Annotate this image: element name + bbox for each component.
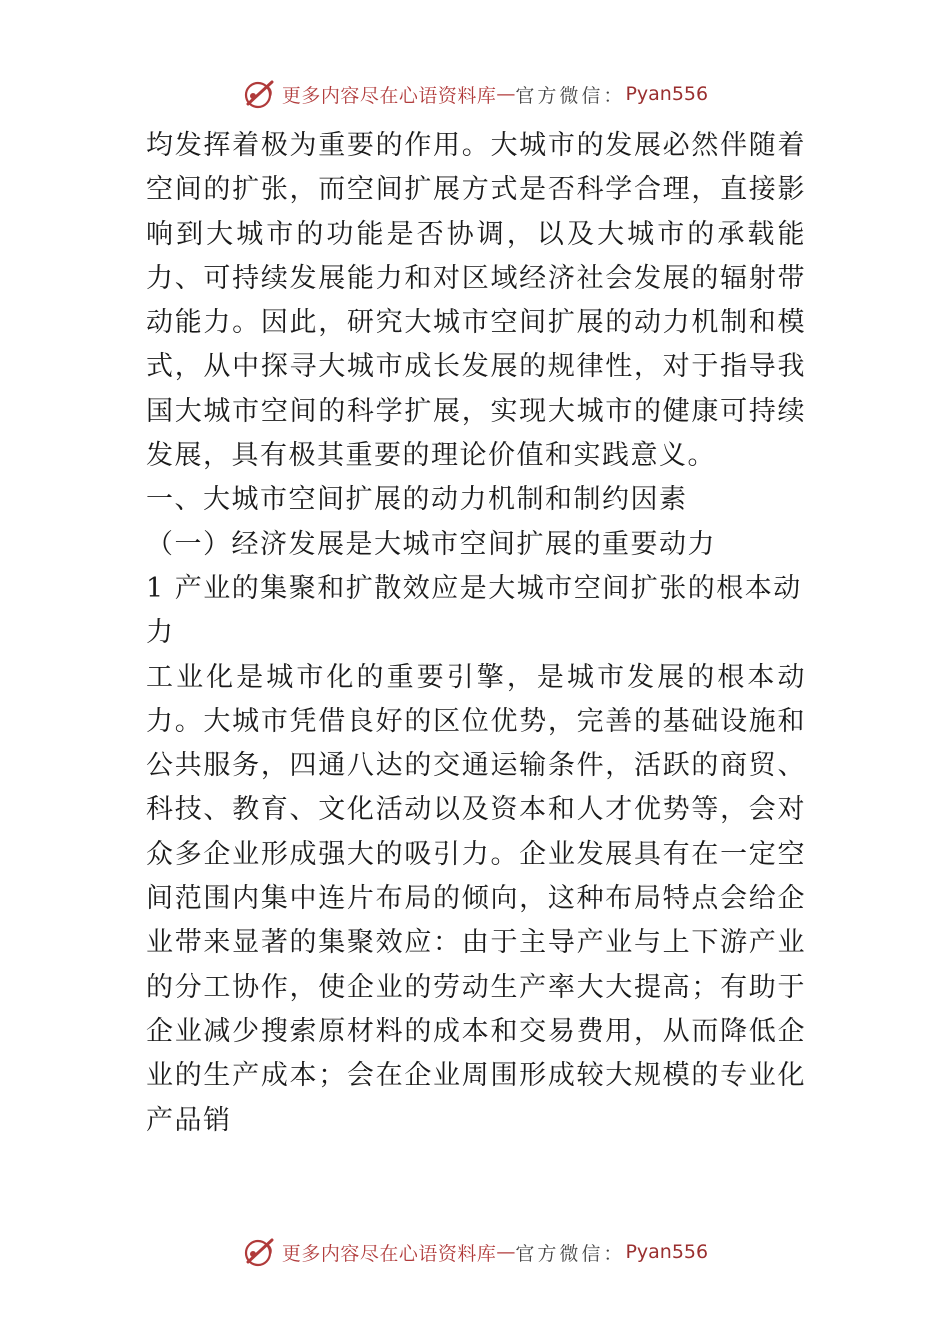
document-body [146,124,806,1143]
heading-level-1: 一、大城市空间扩展的动力机制和制约因素 [146,484,688,516]
paragraph-intro: 均发挥着极为重要的作用。大城市的发展必然伴随着空间的扩张，而空间扩展方式是否科学合理，直接影响到大城市的功能是否协调，以及大城市的承载能力、可持续发展能力和对区域经济社会发展的辐射带动能力。因此，研究大城市空间扩展的动力机制和模式，从中探寻大城市成长发展的规律性，对于指导我国大城市空间的科学扩展，实现大城市的健康可持续发展，具有极其重要的理论价值和实践意义。 [146,130,806,472]
paragraph-body: 工业化是城市化的重要引擎，是城市发展的根本动力。大城市凭借良好的区位优势，完善的基础设施和公共服务，四通八达的交通运输条件，活跃的商贸、科技、教育、文化活动以及资本和人才优势等，会对众多企业形成强大的吸引力。企业发展具有在一定空间范围内集中连片布局的倾向，这种布局特点会给企业带来显著的集聚效应：由于主导产业与上下游产业的分工协作，使企业的劳动生产率大大提高；有助于企业减少搜索原材料的成本和交易费用，从而降低企业的生产成本；会在企业周围形成较大规模的专业化产品销 [146,661,806,1136]
pen-logo-icon [242,1234,278,1270]
watermark-dash: — [496,1241,516,1263]
watermark-dash: — [496,83,516,105]
watermark-wechat-id: Pyan556 [625,83,709,105]
watermark-official-label: 官方微信： [515,84,626,107]
watermark-header [0,72,950,116]
watermark-brand: 更多内容尽在心语资料库 [281,1242,497,1265]
watermark-wechat-id: Pyan556 [625,1241,709,1263]
watermark-official-label: 官方微信： [515,1242,626,1265]
heading-level-3: 1 产业的集聚和扩散效应是大城市空间扩张的根本动力 [146,572,802,649]
heading-level-2: （一）经济发展是大城市空间扩展的重要动力 [146,528,716,560]
watermark-footer [0,1230,950,1274]
watermark-brand: 更多内容尽在心语资料库 [281,84,497,107]
pen-logo-icon [242,76,278,112]
